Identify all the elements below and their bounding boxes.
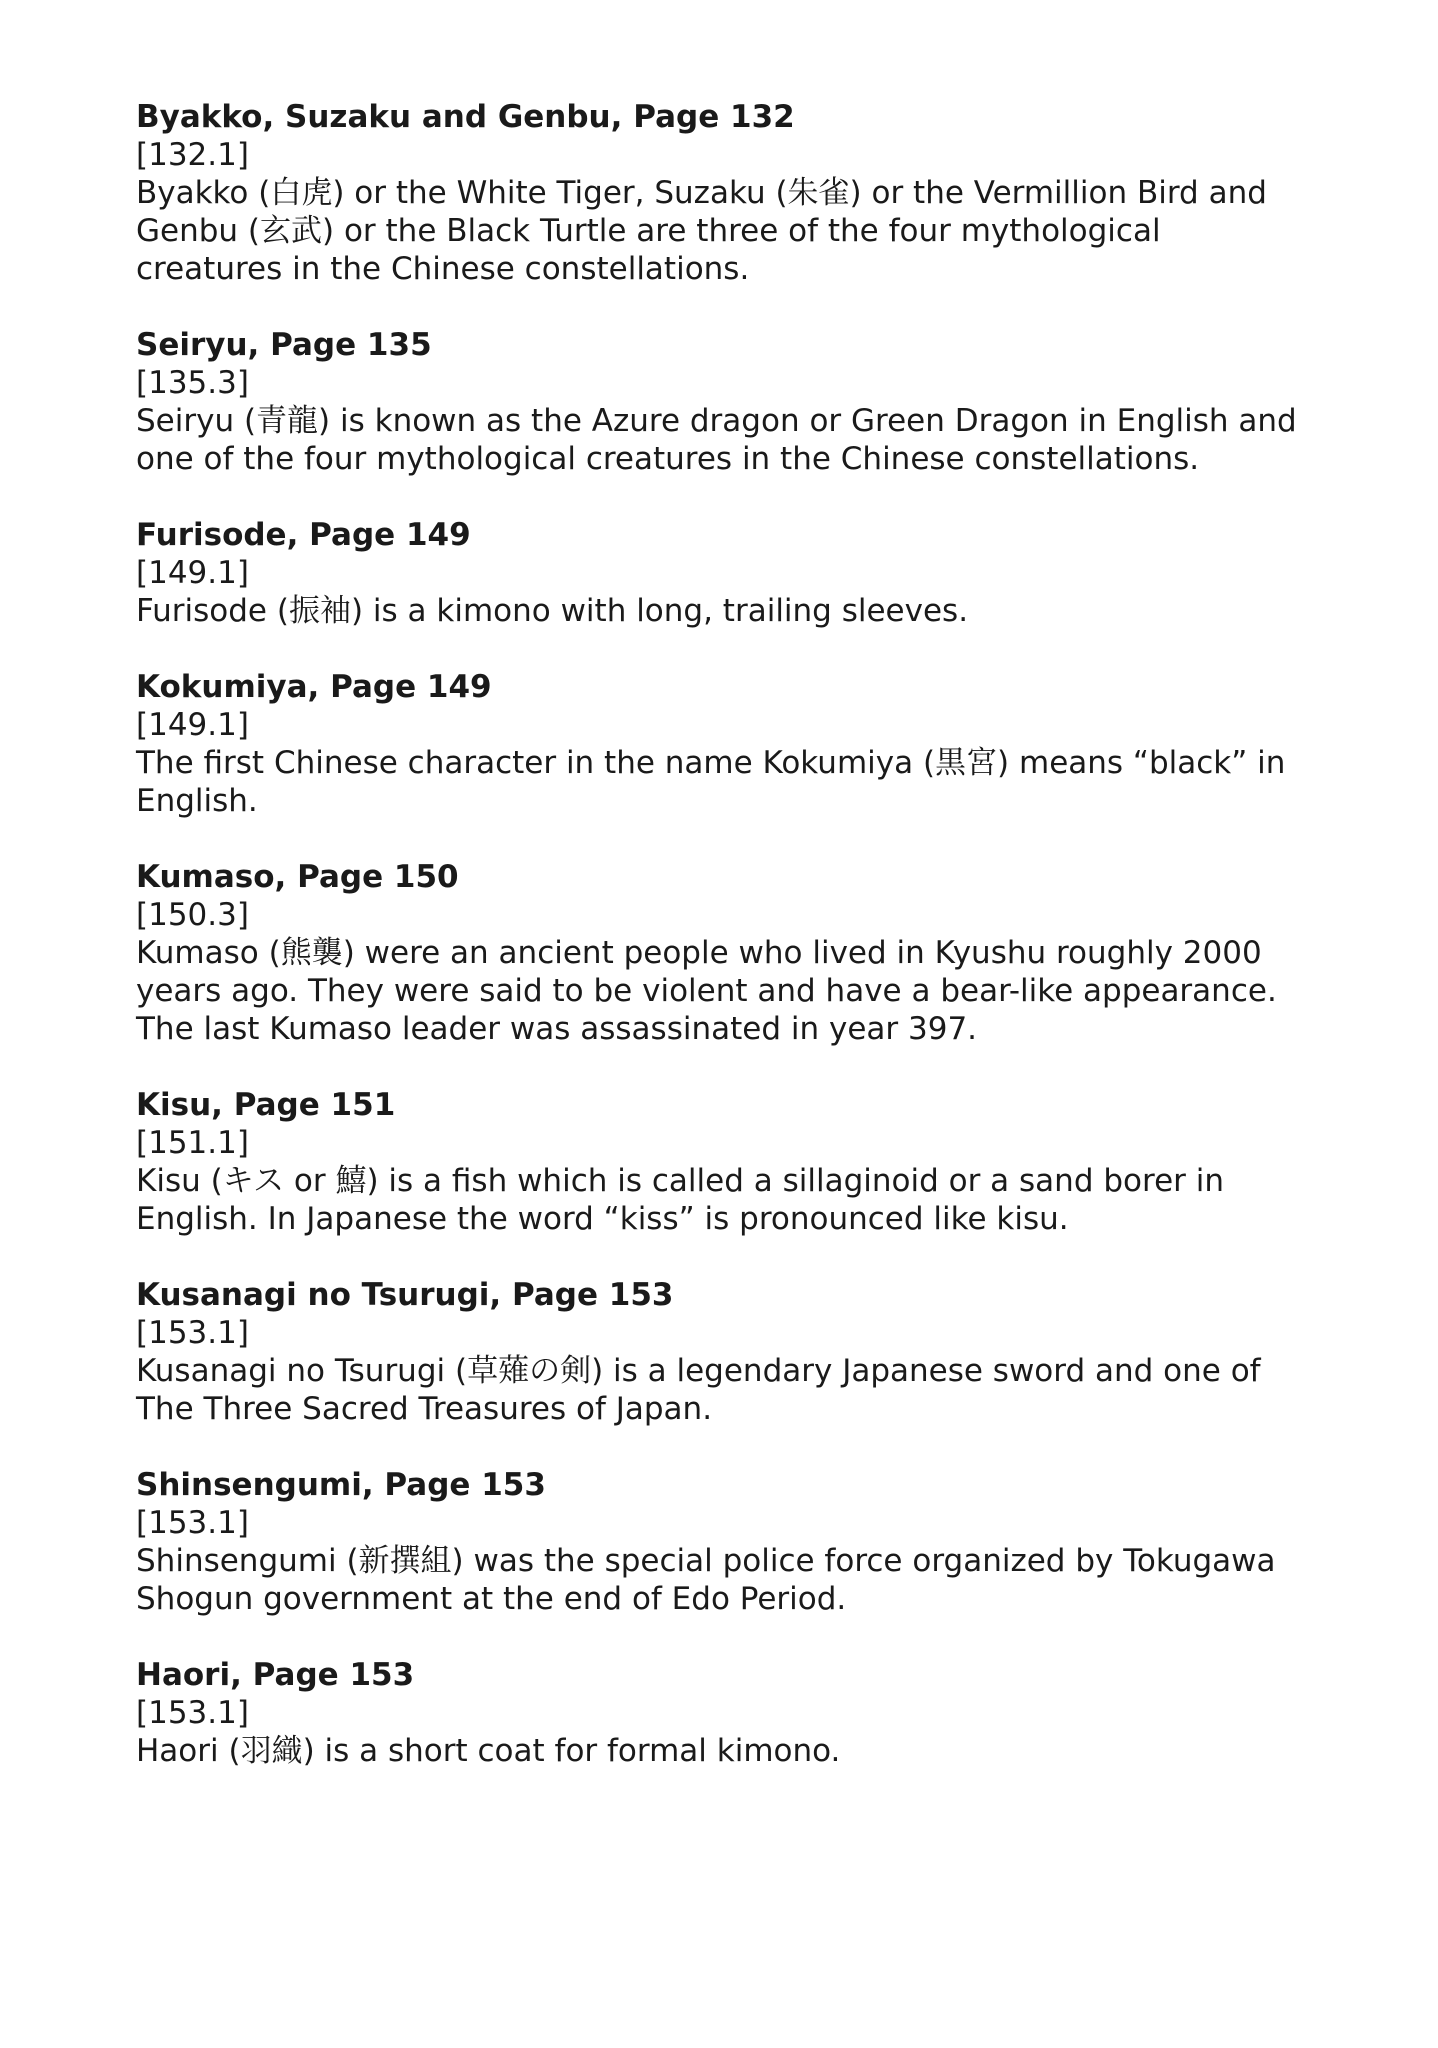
glossary-entry-haori bbox=[136, 1656, 1316, 1770]
entry-reference: [132.1] bbox=[136, 137, 249, 173]
entry-title: Kumaso, Page 150 bbox=[136, 859, 459, 895]
entry-title: Shinsengumi, Page 153 bbox=[136, 1467, 546, 1503]
entry-reference: [151.1] bbox=[136, 1125, 249, 1161]
glossary-entry-kusanagi bbox=[136, 1276, 1316, 1428]
entry-title: Haori, Page 153 bbox=[136, 1657, 415, 1693]
entry-description: Kisu (キス or 鱚) is a fish which is called a sillaginoid or a sand borer in English. In Japanese the word “kiss” is pronounced like kisu. bbox=[136, 1163, 1224, 1237]
entry-reference: [135.3] bbox=[136, 365, 249, 401]
glossary-entry-furisode bbox=[136, 516, 1316, 630]
entry-description: Kusanagi no Tsurugi (草薙の剣) is a legendary Japanese sword and one of The Three Sacred Treasures of Japan. bbox=[136, 1353, 1261, 1427]
entry-description: Haori (羽織) is a short coat for formal kimono. bbox=[136, 1733, 841, 1769]
entry-description: Seiryu (青龍) is known as the Azure dragon or Green Dragon in English and one of the four mythological creatures in the Chinese constellations. bbox=[136, 403, 1297, 477]
entry-reference: [153.1] bbox=[136, 1315, 249, 1351]
entry-reference: [150.3] bbox=[136, 897, 249, 933]
entry-description: Kumaso (熊襲) were an ancient people who lived in Kyushu roughly 2000 years ago. They were said to be violent and have a bear-like appearance. The last Kumaso leader was assassinated in year 397. bbox=[136, 935, 1277, 1047]
entry-description: The first Chinese character in the name Kokumiya (黒宮) means “black” in English. bbox=[136, 745, 1286, 819]
entry-reference: [153.1] bbox=[136, 1505, 249, 1541]
glossary-entry-seiryu bbox=[136, 326, 1316, 478]
entry-reference: [149.1] bbox=[136, 555, 249, 591]
entry-description: Shinsengumi (新撰組) was the special police force organized by Tokugawa Shogun government at the end of Edo Period. bbox=[136, 1543, 1276, 1617]
entry-title: Kusanagi no Tsurugi, Page 153 bbox=[136, 1277, 674, 1313]
glossary-entry-kumaso bbox=[136, 858, 1316, 1048]
entry-title: Kokumiya, Page 149 bbox=[136, 669, 492, 705]
entry-reference: [153.1] bbox=[136, 1695, 249, 1731]
glossary-entry-shinsengumi bbox=[136, 1466, 1316, 1618]
entry-description: Byakko (白虎) or the White Tiger, Suzaku (朱雀) or the Vermillion Bird and Genbu (玄武) or the Black Turtle are three of the four mythological creatures in the Chinese constellations. bbox=[136, 175, 1267, 287]
entry-title: Furisode, Page 149 bbox=[136, 517, 471, 553]
glossary-entry-byakko bbox=[136, 98, 1316, 288]
glossary-page bbox=[136, 98, 1316, 1808]
entry-title: Byakko, Suzaku and Genbu, Page 132 bbox=[136, 99, 795, 135]
glossary-entry-kisu bbox=[136, 1086, 1316, 1238]
entry-reference: [149.1] bbox=[136, 707, 249, 743]
entry-title: Seiryu, Page 135 bbox=[136, 327, 432, 363]
entry-description: Furisode (振袖) is a kimono with long, trailing sleeves. bbox=[136, 593, 969, 629]
entry-title: Kisu, Page 151 bbox=[136, 1087, 396, 1123]
glossary-entry-kokumiya bbox=[136, 668, 1316, 820]
